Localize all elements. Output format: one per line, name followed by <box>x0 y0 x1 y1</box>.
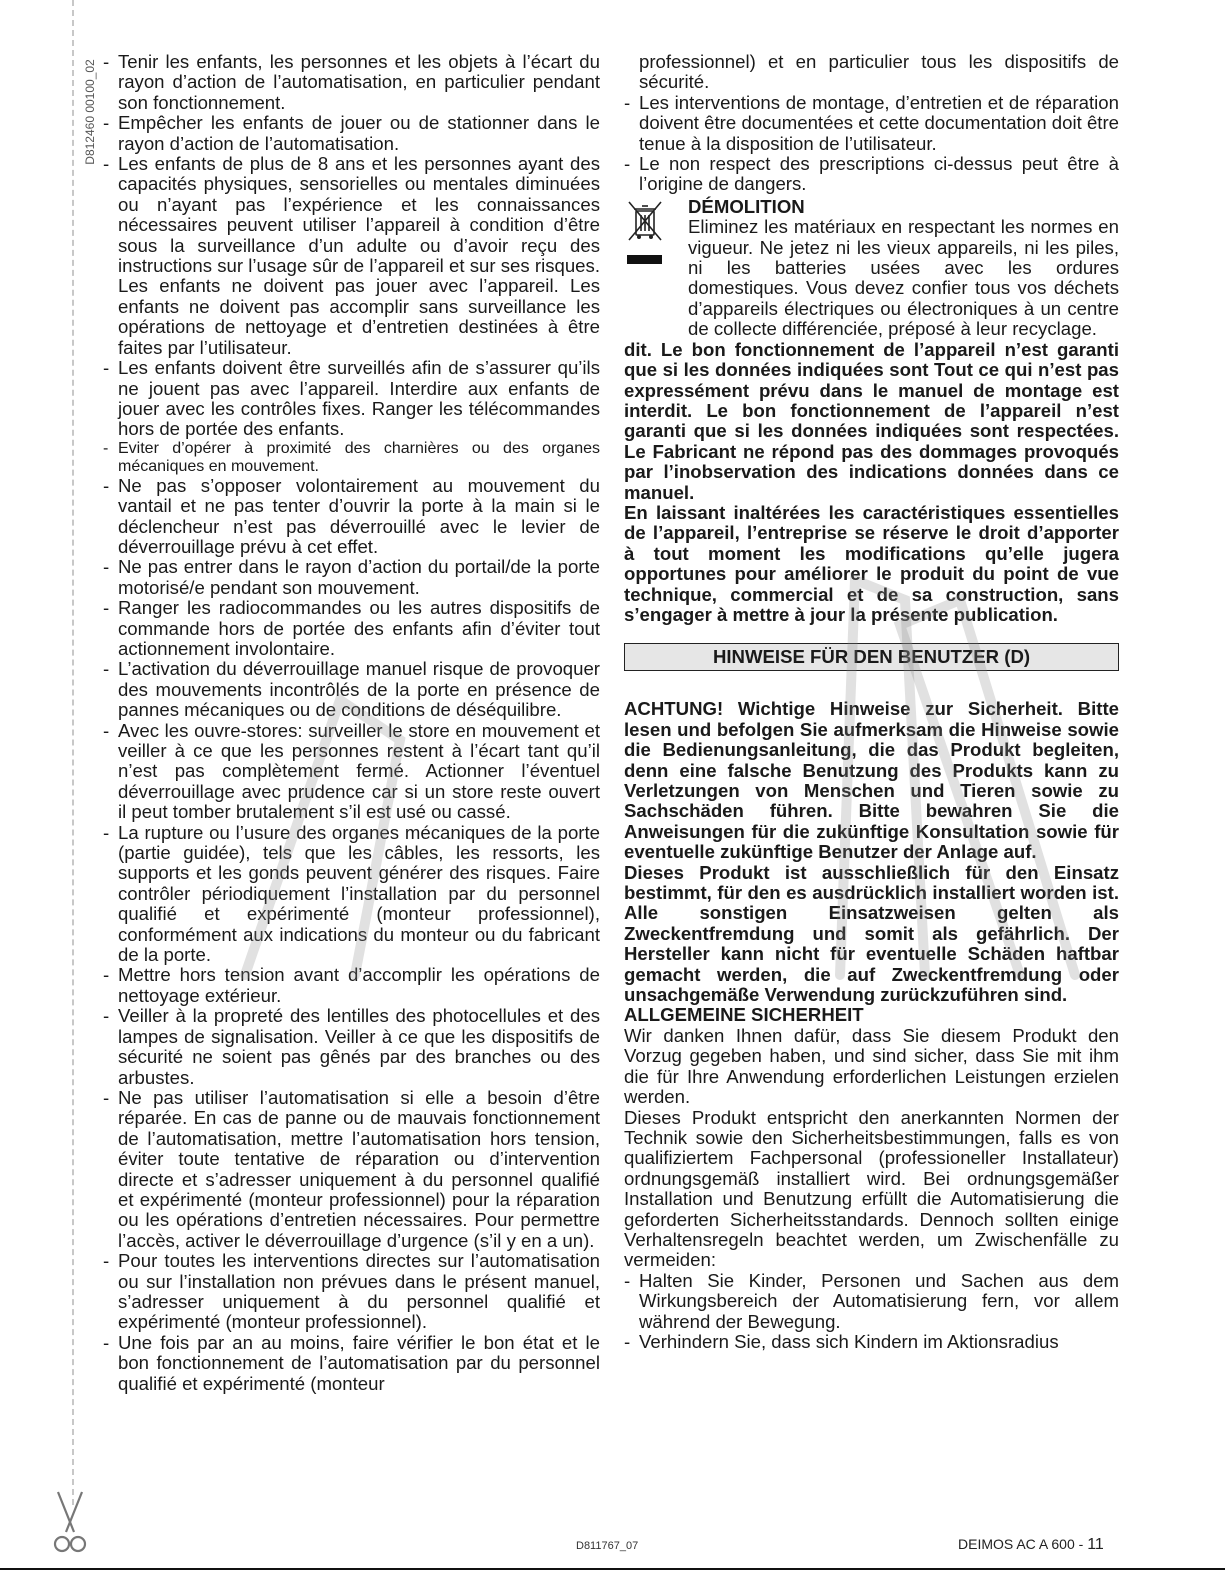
demolition-text: Eliminez les matériaux en respectant les normes en vigueur. Ne jetez ni les vieux appareils, ni les piles, ni les batteries usées avec les ordures domestiques. Vous devez confier tous vos déchets d’appareils électriques ou électroniques à un centre de collecte différenciée, préposé à leur recyclage. <box>688 216 1119 340</box>
bottom-rule <box>0 1568 1225 1570</box>
list-item: - Ranger les radiocommandes ou les autres dispositifs de commande hors de portée des enfants afin d’éviter tout actionnement involontaire. <box>103 597 600 659</box>
side-document-code: D812460 00100_02 <box>83 59 97 165</box>
list-item: - Empêcher les enfants de jouer ou de stationner dans le rayon d’action de l’automatisation. <box>103 112 600 154</box>
cut-line <box>72 0 74 1505</box>
list-item: - Veiller à la propreté des lentilles des photocellules et des lampes de signalisation. Veiller à ce que les dispositifs de sécurité ne soient pas gênés par des branches ou des arbustes. <box>103 1005 600 1088</box>
list-item: - Eviter d’opérer à proximité des charnières ou des organes mécaniques en mouvement. <box>103 439 600 475</box>
bold-paragraph: ACHTUNG! Wichtige Hinweise zur Sicherheit. Bitte lesen und befolgen Sie aufmerksam die Hinweise sowie die Bedienungsanleitung, die das Produkt begleiten, denn eine falsche Benutzung des Produkts kann zu Verletzungen von Menschen und Tieren sowie zu Sachschäden führen. Bitte bewahren Sie die Anweisungen für die zukünftige Konsultation sowie für eventuelle zukünftige Benutzer der Anlage auf. <box>624 698 1119 863</box>
demolition-heading: DÉMOLITION <box>688 195 805 217</box>
footer-model-page: DEIMOS AC A 600 - 11 <box>958 1536 1104 1553</box>
list-item: - Les enfants de plus de 8 ans et les personnes ayant des capacités physiques, sensorielles ou mentales diminuées ou n’ayant pas l’expérience et les connaissances nécessaires peuvent utiliser l’appareil à condition d’être sous la surveillance d’un adulte ou d’avoir reçu des instructions sur l’usage sûr de l’appareil et sur ses risques. Les enfants ne doivent pas jouer avec l’appareil. Les enfants ne doivent pas accomplir sans surveillance les opérations de nettoyage et d’entretien destinées à être faites par l’utilisateur. <box>103 153 600 358</box>
subheading: ALLGEMEINE SICHERHEIT <box>624 1004 864 1026</box>
list-item: - Halten Sie Kinder, Personen und Sachen aus dem Wirkungsbereich der Automatisierung fern, vor allem während der Bewegung. <box>624 1269 1119 1332</box>
list-item: - Pour toutes les interventions directes sur l’automatisation ou sur l’installation non prévues dans le présent manuel, s’adresser uniquement à du personnel qualifié et expérimenté (monteur professionnel). <box>103 1250 600 1333</box>
section-title: HINWEISE FÜR DEN BENUTZER (D) <box>624 643 1119 671</box>
list-item: - Verhindern Sie, dass sich Kindern im Aktionsradius <box>624 1330 1059 1352</box>
list-item: - Ne pas utiliser l’automatisation si elle a besoin d’être réparée. En cas de panne ou de mauvais fonctionnement de l’automatisation, mettre l’automatisation hors tension, éviter toute tentative de réparation ou d’intervention directe et s’adresser uniquement à du personnel qualifié et expérimenté (monteur professionnel) pour la réparation ou les opérations d’entretien nécessaires. Pour permettre l’accès, activer le déverrouillage d’urgence (s’il y en a un). <box>103 1086 600 1251</box>
demolition-block <box>624 197 1119 340</box>
list-item: - Avec les ouvre-stores: surveiller le store en mouvement et veiller à ce que les personnes restent à l’écart tant qu’il n’est pas complètement fermé. Actionner l’éventuel déverrouillage avec prudence car si un store reste ouvert il peut tomber brutalement s’il est usé ou cassé. <box>103 719 600 823</box>
list-item: - Les enfants doivent être surveillés afin de s’assurer qu’ils ne jouent pas avec l’appareil. Interdire aux enfants de jouer avec les contrôles fixes. Ranger les télécommandes hors de portée des enfants. <box>103 357 600 440</box>
list-item: - L’activation du déverrouillage manuel risque de provoquer des mouvements incontrôlés de la porte en présence de pannes mécaniques ou de conditions de déséquilibre. <box>103 658 600 721</box>
right-column <box>624 52 1119 1352</box>
continued-text: professionnel) et en particulier tous les dispositifs de sécurité. <box>639 51 1119 93</box>
paragraph: Dieses Produkt entspricht den anerkannten Normen der Technik sowie den Sicherheitsbestimmungen, falls es von qualifiziertem Fachpersonal (professioneller Installateur) ordnungsgemäß installiert wird. Bei ordnungsgemäßer Installation und Benutzung erfüllt die Automatisierung die geforderten Sicherheitsstandards. Dennoch sollten einige Verhaltensregeln beachtet werden, um Zwischenfälle zu vermeiden: <box>624 1106 1119 1271</box>
model-name: DEIMOS AC A 600 <box>958 1536 1075 1552</box>
list-item: - Une fois par an au moins, faire vérifier le bon état et le bon fonctionnement de l’automatisation par du personnel qualifié et expérimenté (monteur <box>103 1331 600 1394</box>
left-column <box>103 52 600 1394</box>
list-item: - Ne pas entrer dans le rayon d’action du portail/de la porte motorisé/e pendant son mouvement. <box>103 556 600 598</box>
weee-bar-icon <box>627 255 662 264</box>
bold-paragraph: Dieses Produkt ist ausschließlich für den Einsatz bestimmt, für den es ausdrücklich installiert worden ist. Alle sonstigen Einsatzweisen gelten als Zweckentfremdung und somit als gefährlich. Der Hersteller kann nicht für eventuelle Schäden haftbar gemacht werden, die auf Zweckentfremdung oder unsachgemäße Verwendung zurückzuführen sind. <box>624 861 1119 1006</box>
list-item: - Les interventions de montage, d’entretien et de réparation doivent être documentées et cette documentation doit être tenue à la disposition de l’utilisateur. <box>624 91 1119 154</box>
list-item: - Le non respect des prescriptions ci-dessus peut être à l’origine de dangers. <box>624 153 1119 195</box>
list-item: - Ne pas s’opposer volontairement au mouvement du vantail et ne pas tenter d’ouvrir la porte à la main si le déclencheur n’est pas déverrouillé avec le levier de déverrouillage prévu à cet effet. <box>103 474 600 557</box>
bold-paragraph: En laissant inaltérées les caractéristiques essentielles de l’appareil, l’entreprise se réserve le droit d’apporter à tout moment les modifications qu’elle jugera opportunes pour améliorer le produit du point de vue technique, commercial et de sa construction, sans s’engager à mettre à jour la présente publication. <box>624 501 1119 625</box>
crossed-bin-icon <box>626 199 664 243</box>
bold-paragraph: dit. Le bon fonctionnement de l’appareil n’est garanti que si les données indiquées sont Tout ce qui n’est pas expressément prévu dans le manuel de montage est interdit. Le bon fonctionnement de l’appareil n’est garanti que si les données indiquées sont respectées. Le Fabricant ne répond pas des dommages provoqués par l’inobservation des indications données dans ce manuel. <box>624 338 1119 503</box>
page-number: 11 <box>1087 1536 1104 1553</box>
scissors-icon <box>50 1488 90 1558</box>
list-item: - Tenir les enfants, les personnes et les objets à l’écart du rayon d’action de l’automatisation, en particulier pendant son fonctionnement. <box>103 51 600 113</box>
list-item: - La rupture ou l’usure des organes mécaniques de la porte (partie guidée), tels que les câbles, les ressorts, les supports et les gonds peuvent générer des risques. Faire contrôler périodiquement l’installation par du personnel qualifié et expérimenté (monteur professionnel), conformément aux indications du monteur ou du fabricant de la porte. <box>103 821 600 966</box>
paragraph: Wir danken Ihnen dafür, dass Sie diesem Produkt den Vorzug gegeben haben, und sind sicher, dass Sie mit ihm die für Ihre Anwendung erforderlichen Leistungen erzielen werden. <box>624 1024 1119 1108</box>
list-item: - Mettre hors tension avant d’accomplir les opérations de nettoyage extérieur. <box>103 964 600 1006</box>
footer-document-code: D811767_07 <box>576 1540 639 1552</box>
